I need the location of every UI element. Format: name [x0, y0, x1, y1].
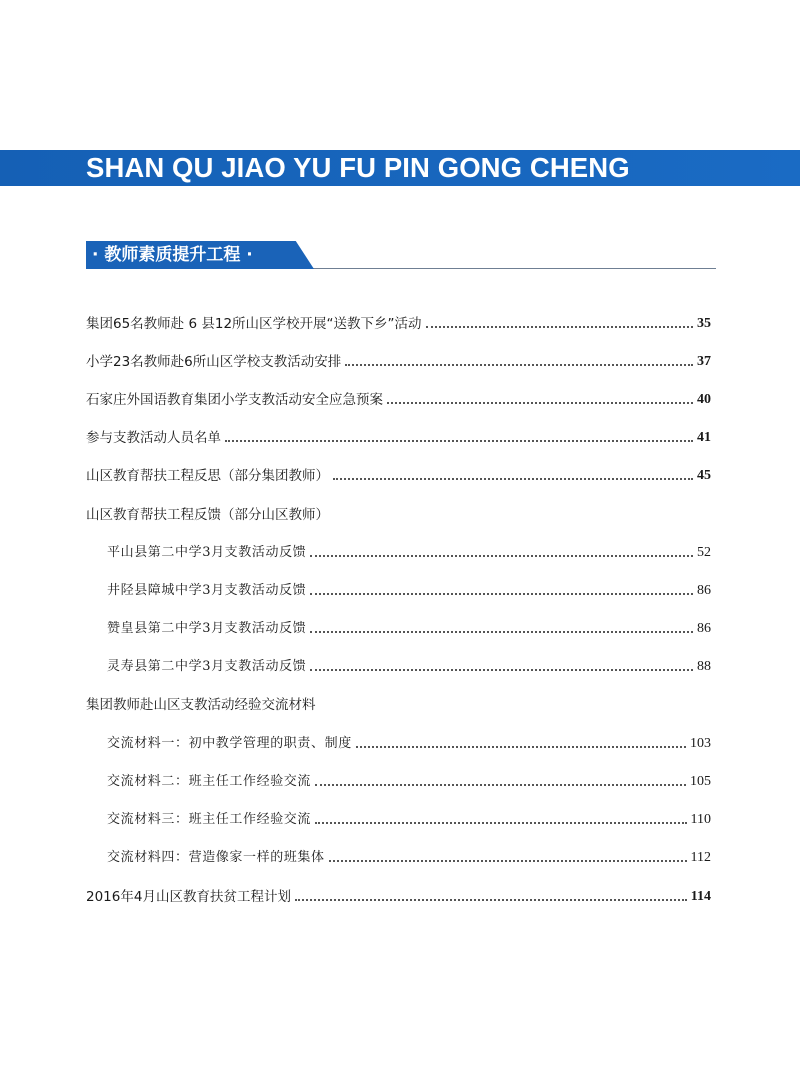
toc-subentry[interactable] [107, 614, 711, 638]
toc-entry-page: 52 [697, 545, 711, 560]
section-title: · 教师素质提升工程 · [92, 245, 253, 265]
toc-leader-dots [333, 478, 693, 480]
toc-entry-title: 灵寿县第二中学3月支教活动反馈 [107, 659, 307, 674]
toc-entry-title: 交流材料三：班主任工作经验交流 [107, 812, 312, 827]
toc-entry-page: 112 [690, 850, 711, 865]
toc-subentry[interactable] [107, 576, 711, 600]
toc-leader-dots [329, 860, 687, 862]
toc-entry-title: 交流材料二：班主任工作经验交流 [107, 774, 312, 789]
toc-entry-title: 小学23名教师赴6所山区学校支教活动安排 [86, 354, 342, 370]
toc-entry-title: 集团65名教师赴 6 县12所山区学校开展“送教下乡”活动 [86, 316, 422, 332]
toc-entry-title: 山区教育帮扶工程反思（部分集团教师） [86, 468, 329, 484]
toc-entry-title: 平山县第二中学3月支教活动反馈 [107, 545, 307, 560]
toc-entry-page: 105 [690, 774, 711, 789]
toc-entry-page: 103 [690, 736, 711, 751]
toc-subentry[interactable] [107, 805, 711, 829]
toc-entry-page: 35 [697, 316, 711, 331]
toc-entry-page: 114 [690, 889, 711, 904]
toc-subentry[interactable] [107, 652, 711, 676]
toc-entry-page: 88 [697, 659, 711, 674]
toc-entry-page: 86 [697, 621, 711, 636]
toc-entry-title: 集团教师赴山区支教活动经验交流材料 [86, 697, 316, 713]
header-banner [0, 150, 800, 186]
toc-entry-page: 37 [697, 354, 711, 369]
toc-leader-dots [387, 402, 693, 404]
toc-group-heading[interactable] [86, 500, 711, 524]
toc-entry[interactable] [86, 461, 711, 485]
toc-entry-title: 参与支教活动人员名单 [86, 430, 221, 446]
toc-subentry[interactable] [107, 538, 711, 562]
toc-entry[interactable] [86, 882, 711, 906]
toc-entry-page: 110 [690, 812, 711, 827]
toc-entry-page: 41 [697, 430, 711, 445]
section-header [86, 241, 716, 269]
toc-leader-dots [310, 631, 693, 633]
toc-group-heading[interactable] [86, 690, 711, 714]
toc-entry-title: 山区教育帮扶工程反馈（部分山区教师） [86, 507, 329, 523]
toc-entry[interactable] [86, 309, 711, 333]
toc-entry[interactable] [86, 385, 711, 409]
toc-leader-dots [426, 326, 693, 328]
toc-entry-title: 2016年4月山区教育扶贫工程计划 [86, 889, 291, 905]
toc-subentry[interactable] [107, 729, 711, 753]
toc-leader-dots [225, 440, 693, 442]
toc-leader-dots [345, 364, 693, 366]
toc-entry-page: 86 [697, 583, 711, 598]
toc-entry-title: 赞皇县第二中学3月支教活动反馈 [107, 621, 307, 636]
toc-leader-dots [295, 899, 687, 901]
toc-entry-page: 40 [697, 392, 711, 407]
toc-entry-title: 井陉县障城中学3月支教活动反馈 [107, 583, 307, 598]
toc-leader-dots [310, 555, 693, 557]
toc-subentry[interactable] [107, 843, 711, 867]
toc-entry[interactable] [86, 423, 711, 447]
toc-entry[interactable] [86, 347, 711, 371]
toc-entry-title: 交流材料一：初中教学管理的职责、制度 [107, 736, 352, 751]
banner-title: SHAN QU JIAO YU FU PIN GONG CHENG [86, 152, 630, 183]
toc-leader-dots [310, 669, 693, 671]
toc-entry-title: 交流材料四：营造像家一样的班集体 [107, 850, 325, 865]
toc-subentry[interactable] [107, 767, 711, 791]
toc-leader-dots [356, 746, 686, 748]
toc-entry-title: 石家庄外国语教育集团小学支教活动安全应急预案 [86, 392, 383, 408]
toc-leader-dots [310, 593, 693, 595]
toc-entry-page: 45 [697, 468, 711, 483]
toc-leader-dots [315, 784, 686, 786]
toc-leader-dots [315, 822, 687, 824]
